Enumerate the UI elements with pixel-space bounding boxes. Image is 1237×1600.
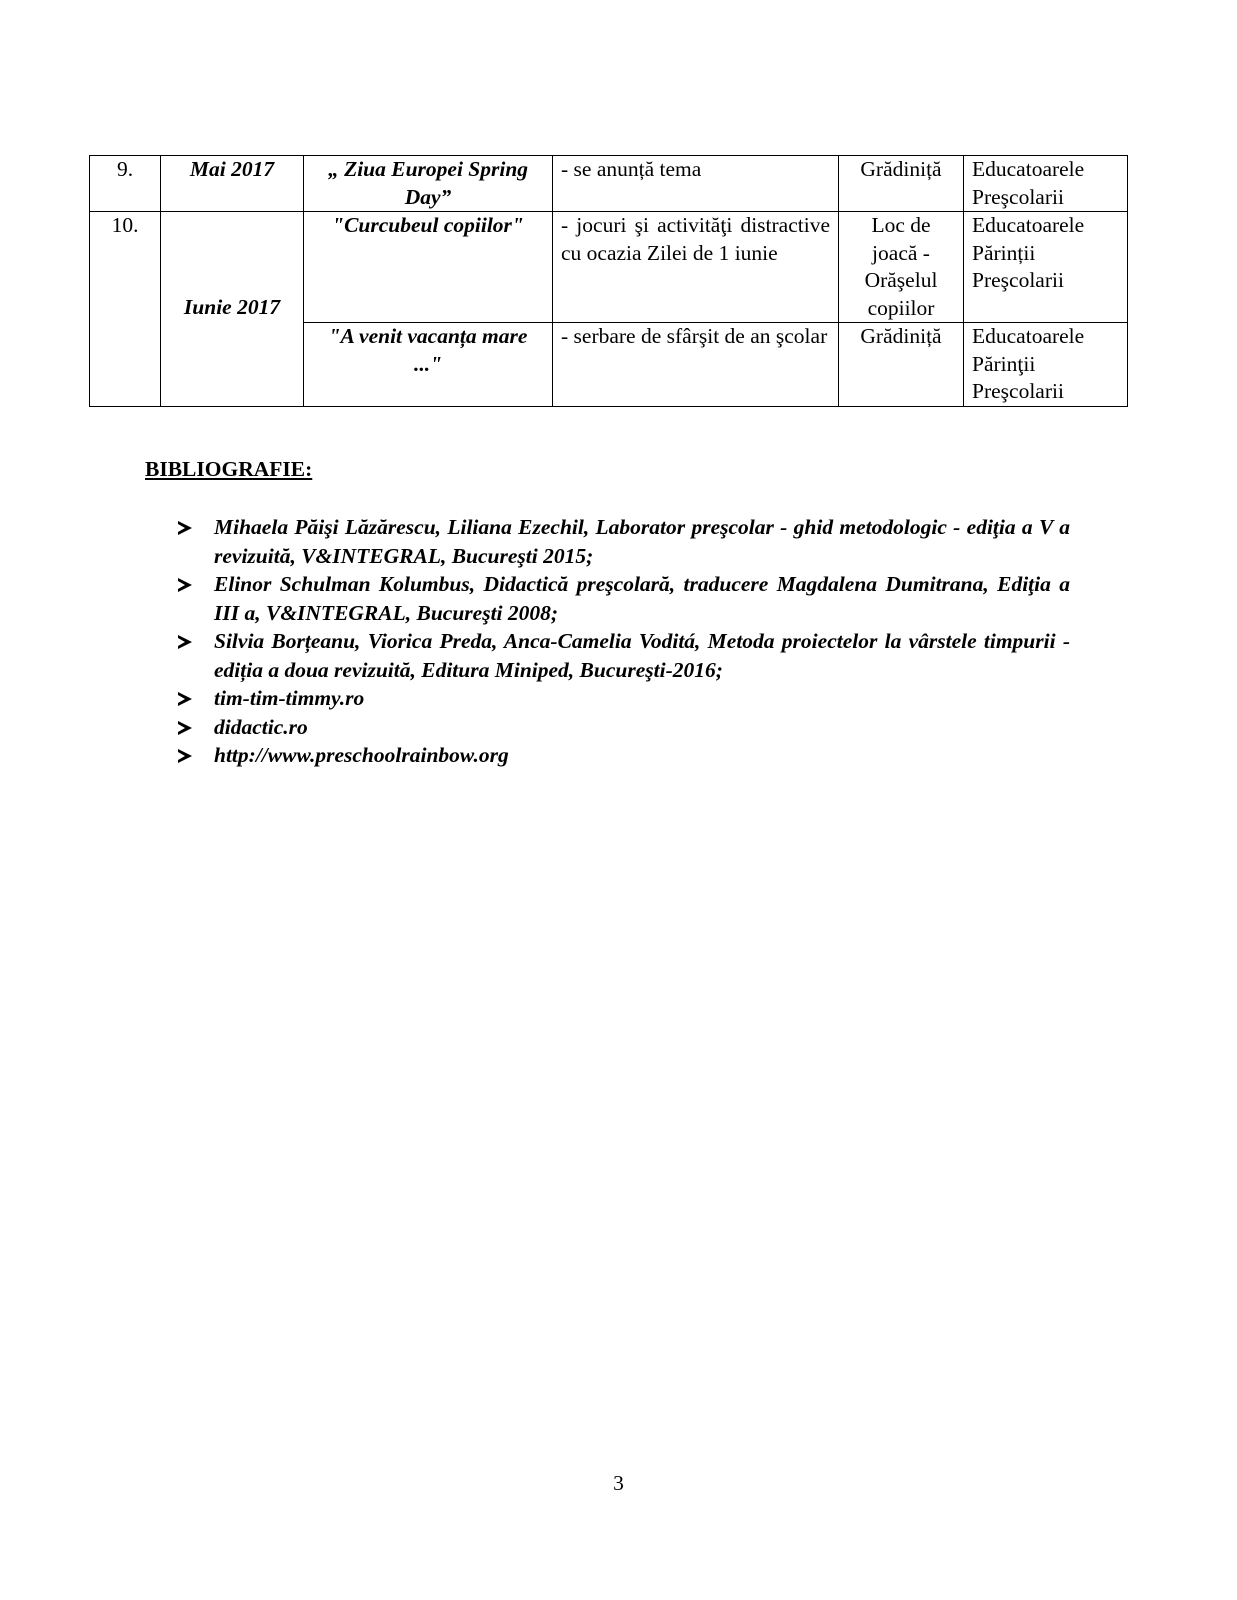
table-row <box>90 212 1128 323</box>
responsible-cell <box>964 156 1128 212</box>
bibliography-entry: didactic.ro <box>214 714 308 739</box>
responsible-line: Părinţii <box>972 351 1036 376</box>
arrow-bullet-icon <box>178 749 192 763</box>
responsible-line: Părinții <box>972 240 1036 265</box>
bibliography-list <box>178 513 1070 770</box>
list-item <box>178 741 1070 770</box>
responsible-line: Educatoarele <box>972 213 1085 237</box>
location-cell: Grădiniță <box>839 323 964 407</box>
responsible-cell <box>964 212 1128 323</box>
arrow-bullet-icon <box>178 692 192 706</box>
responsible-line: Educatoarele <box>972 157 1085 181</box>
responsible-cell <box>964 323 1128 407</box>
row-number: 10. <box>90 212 161 407</box>
arrow-bullet-icon <box>178 521 192 535</box>
arrow-bullet-icon <box>178 635 192 649</box>
arrow-bullet-icon <box>178 721 192 735</box>
bibliography-entry: Elinor Schulman Kolumbus, Didactică preşcolară, traducere Magdalena Dumitrana, Ediţia a III a, V&INTEGRAL, Bucureşti 2008; <box>214 572 1070 625</box>
theme-cell: „ Ziua Europei Spring Day” <box>304 156 553 212</box>
bibliography-title: BIBLIOGRAFIE: <box>145 457 313 481</box>
activity-cell: - se anunță tema <box>553 156 839 212</box>
list-item <box>178 570 1070 627</box>
activity-cell: - serbare de sfârşit de an şcolar <box>553 323 839 407</box>
bibliography-entry: Mihaela Păişi Lăzărescu, Liliana Ezechil, Laborator preşcolar - ghid metodologic - ediţia a V a revizuită, V&INTEGRAL, Bucureşti 2015; <box>214 515 1070 568</box>
arrow-bullet-icon <box>178 578 192 592</box>
bibliography-entry: tim-tim-timmy.ro <box>214 686 365 710</box>
responsible-line: Preşcolarii <box>972 379 1064 403</box>
list-item <box>178 713 1070 742</box>
period-cell: Mai 2017 <box>189 157 275 181</box>
activity-cell <box>553 212 839 323</box>
responsible-line: Preşcolarii <box>972 184 1064 209</box>
activities-table <box>89 155 1128 407</box>
responsible-line: Preşcolarii <box>972 268 1064 292</box>
list-item <box>178 513 1070 570</box>
bibliography-entry: http://www.preschoolrainbow.org <box>214 743 509 767</box>
location-cell: Loc de joacă - Orăşelul copiilor <box>839 212 964 323</box>
location-cell: Grădiniță <box>839 156 964 212</box>
page-number: 3 <box>613 1471 624 1495</box>
theme-cell: "A venit vacanța mare ..." <box>304 323 553 407</box>
bibliography-entry: Silvia Borțeanu, Viorica Preda, Anca-Camelia Voditá, Metoda proiectelor la vârstele timpurii - ediția a doua revizuită, Editura Miniped, Bucureşti-2016; <box>214 629 1070 682</box>
responsible-line: Educatoarele <box>972 324 1085 348</box>
theme-cell: "Curcubeul copiilor" <box>304 212 553 323</box>
list-item <box>178 627 1070 684</box>
list-item <box>178 684 1070 713</box>
activity-text: - jocuri şi activităţi distractive cu ocazia Zilei de 1 iunie <box>561 213 830 265</box>
row-number: 9. <box>90 156 161 212</box>
table-row <box>90 156 1128 212</box>
period-cell: Iunie 2017 <box>183 295 281 319</box>
